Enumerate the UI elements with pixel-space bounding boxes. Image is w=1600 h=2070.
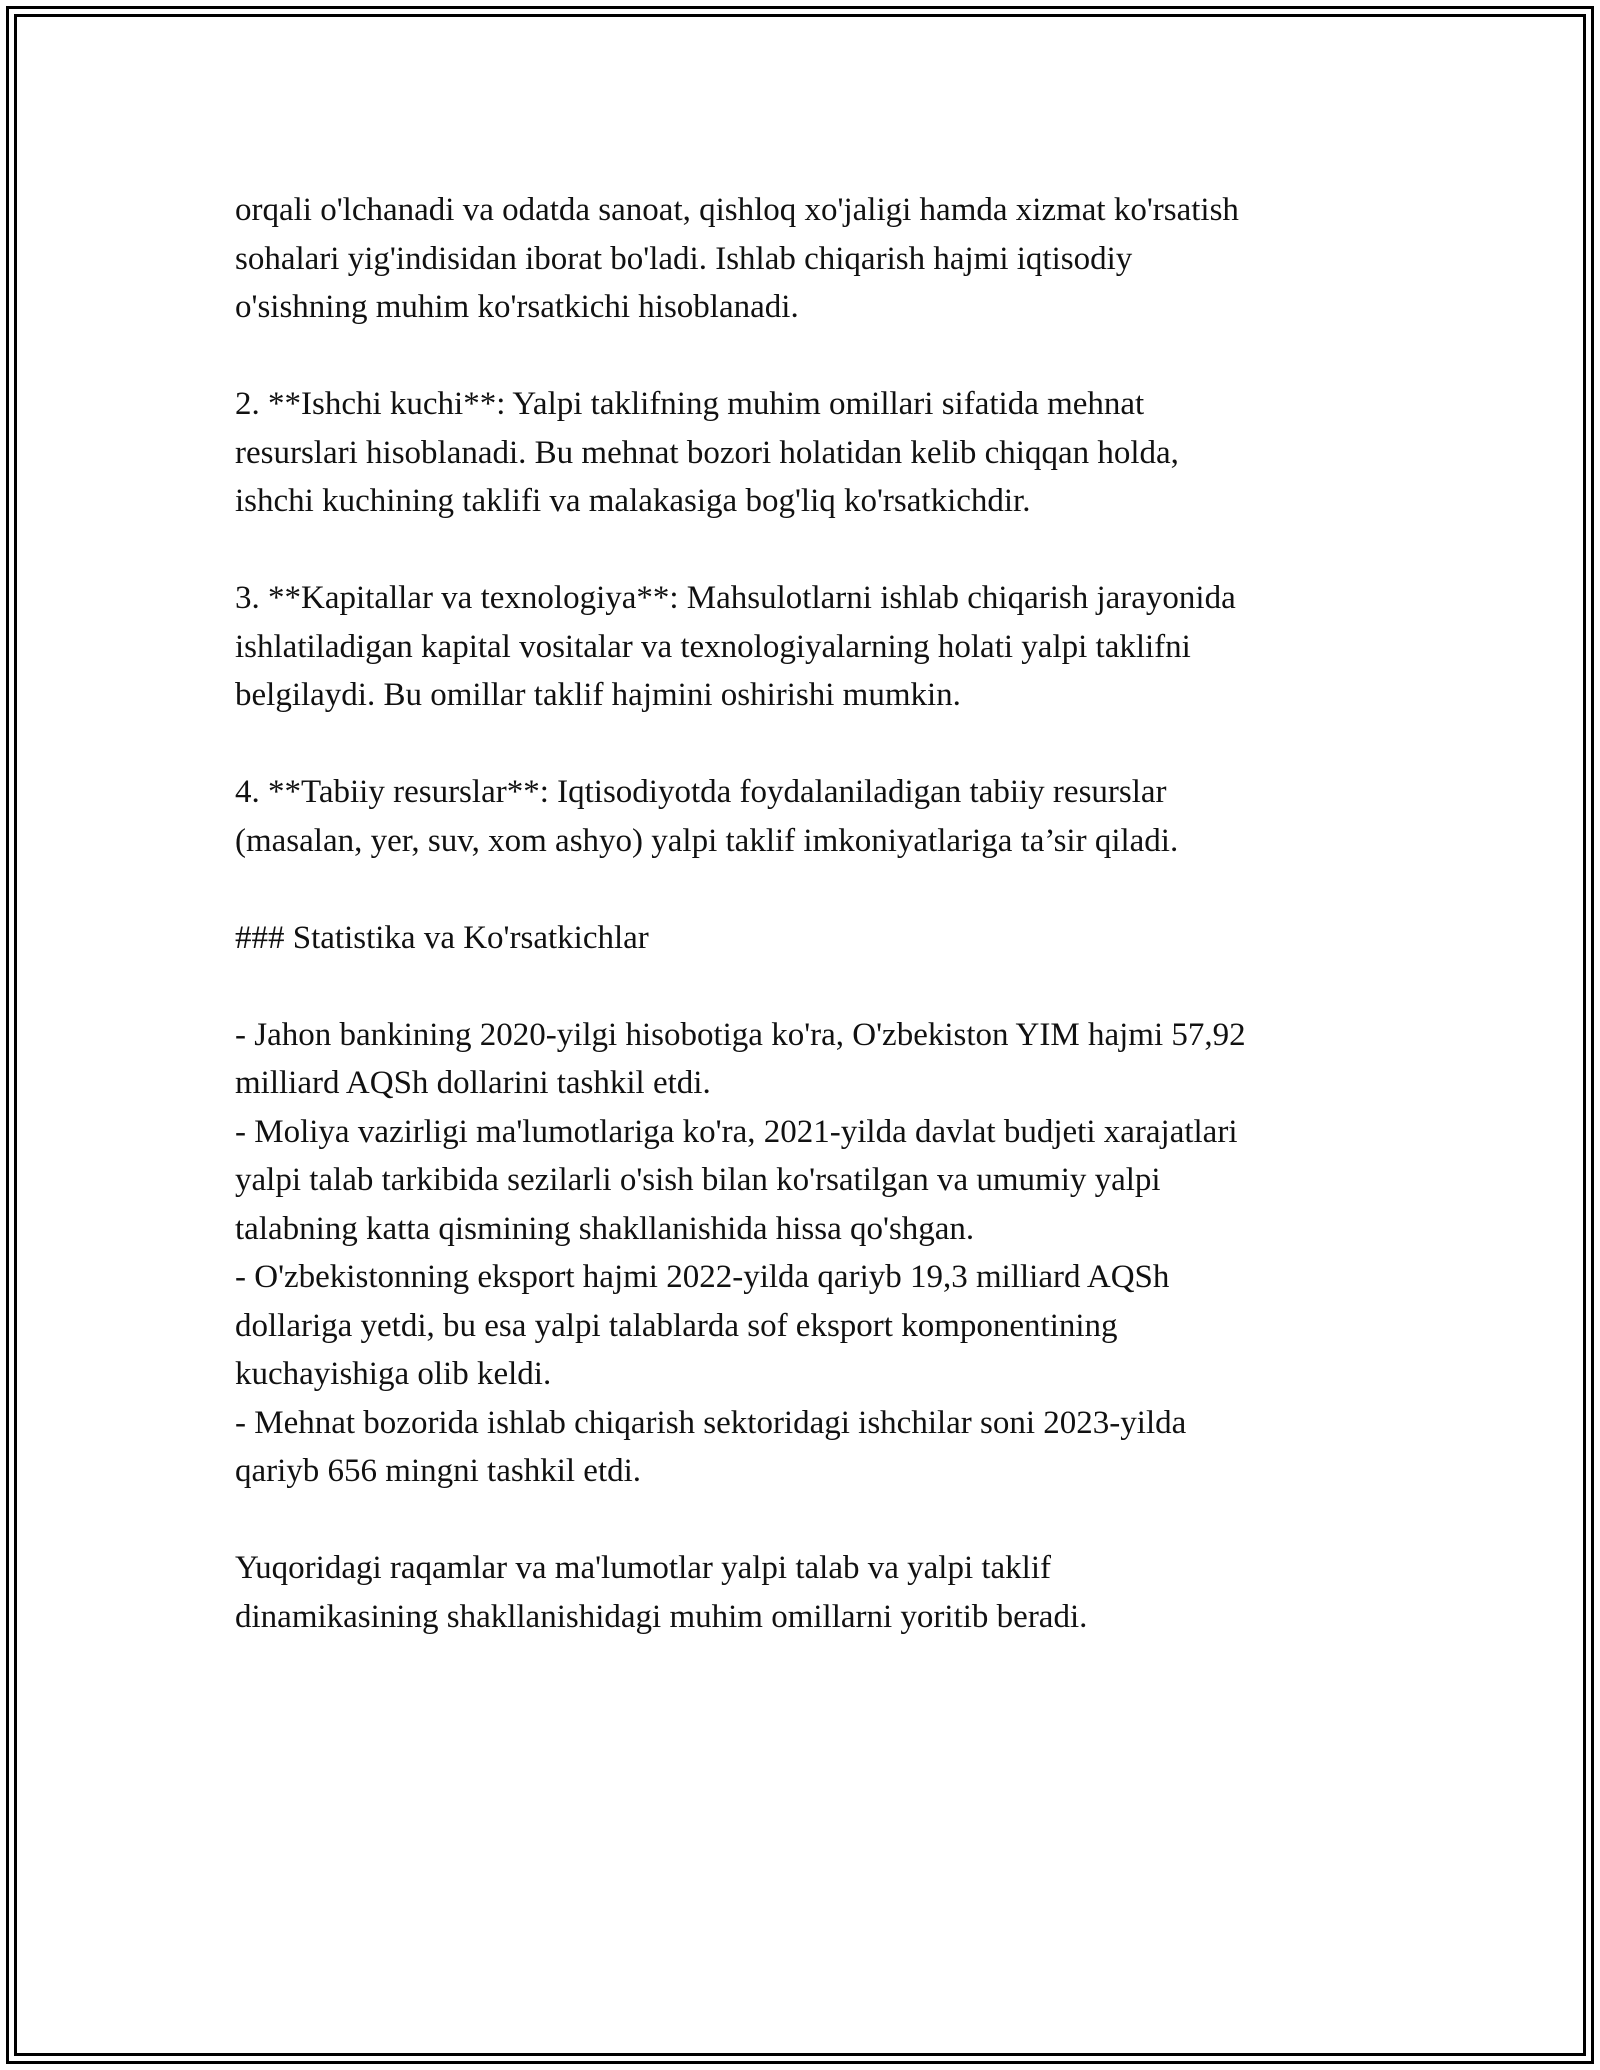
list-item-line: - Mehnat bozorida ishlab chiqarish sektoridagi ishchilar soni 2023-yilda xyxy=(235,1404,1187,1441)
text-line: 2. **Ishchi kuchi**: Yalpi taklifning muhim omillari sifatida mehnat xyxy=(235,386,1145,422)
text-line: resurslari hisoblanadi. Bu mehnat bozori holatidan kelib chiqqan holda, xyxy=(235,434,1179,471)
list-item-line: yalpi talab tarkibida sezilarli o'sish bilan ko'rsatilgan va umumiy yalpi xyxy=(235,1162,1161,1198)
list-item-line: qariyb 656 mingni tashkil etdi. xyxy=(235,1453,642,1489)
paragraph-natural-resources xyxy=(235,768,1365,865)
section-heading-statistics xyxy=(235,914,1365,963)
text-line: dinamikasining shakllanishidagi muhim omillarni yoritib beradi. xyxy=(235,1598,1088,1635)
text-line: Yuqoridagi raqamlar va ma'lumotlar yalpi talab va yalpi taklif xyxy=(235,1550,1052,1586)
paragraph-labor-force xyxy=(235,380,1365,526)
list-item-line: - O'zbekistonning eksport hajmi 2022-yilda qariyb 19,3 milliard AQSh xyxy=(235,1259,1170,1295)
text-line: (masalan, yer, suv, xom ashyo) yalpi taklif imkoniyatlariga ta’sir qiladi. xyxy=(235,822,1179,859)
list-item-line: talabning katta qismining shakllanishida hissa qo'shgan. xyxy=(235,1210,975,1247)
text-line: sohalari yig'indisidan iborat bo'ladi. Ishlab chiqarish hajmi iqtisodiy xyxy=(235,240,1133,277)
paragraph-conclusion xyxy=(235,1544,1365,1641)
statistics-list xyxy=(235,1011,1365,1496)
heading-text: ### Statistika va Ko'rsatkichlar xyxy=(235,919,649,956)
text-line: o'sishning muhim ko'rsatkichi hisoblanadi. xyxy=(235,289,799,325)
list-item-line: kuchayishiga olib keldi. xyxy=(235,1356,552,1392)
paragraph-production-output xyxy=(235,186,1365,332)
text-line: ishchi kuchining taklifi va malakasiga bog'liq ko'rsatkichdir. xyxy=(235,483,1031,519)
text-line: 3. **Kapitallar va texnologiya**: Mahsulotlarni ishlab chiqarish jarayonida xyxy=(235,580,1236,616)
list-item-line: dollariga yetdi, bu esa yalpi talablarda sof eksport komponentining xyxy=(235,1307,1118,1344)
text-line: belgilaydi. Bu omillar taklif hajmini oshirishi mumkin. xyxy=(235,677,961,713)
list-item-line: milliard AQSh dollarini tashkil etdi. xyxy=(235,1065,711,1101)
list-item-line: - Moliya vazirligi ma'lumotlariga ko'ra, 2021-yilda davlat budjeti xarajatlari xyxy=(235,1113,1238,1150)
paragraph-capital-technology xyxy=(235,574,1365,720)
document-body xyxy=(235,186,1365,1641)
text-line: orqali o'lchanadi va odatda sanoat, qishloq xo'jaligi hamda xizmat ko'rsatish xyxy=(235,192,1239,228)
text-line: 4. **Tabiiy resurslar**: Iqtisodiyotda foydalaniladigan tabiiy resurslar xyxy=(235,774,1167,810)
text-line: ishlatiladigan kapital vositalar va texnologiyalarning holati yalpi taklifni xyxy=(235,628,1191,665)
list-item-line: - Jahon bankining 2020-yilgi hisobotiga ko'ra, O'zbekiston YIM hajmi 57,92 xyxy=(235,1016,1246,1053)
